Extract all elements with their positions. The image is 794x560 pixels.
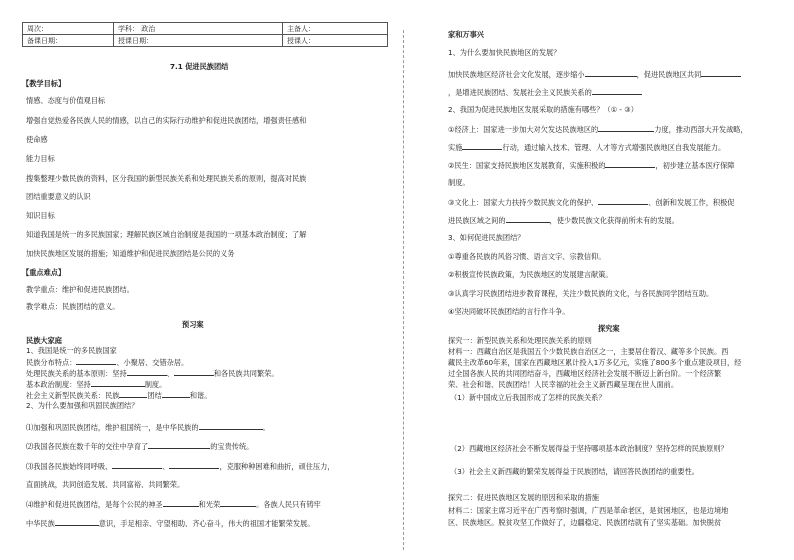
answer-blank[interactable] (585, 69, 637, 77)
family-title: 民族大家庭 (26, 336, 62, 345)
question-3: 3、如何促进民族团结？ (448, 233, 525, 242)
answer-blank[interactable] (169, 461, 219, 469)
answer-blank[interactable] (598, 124, 654, 132)
answer-blank[interactable] (220, 499, 256, 507)
fill-line: 处理民族关系的基本原则：坚持 、 和各民族共同繁荣。 (26, 369, 279, 378)
fill-line: ①经济上：国家进一步加大对欠发达民族地区的 力度，推动西部大开发战略， (448, 125, 748, 134)
header-cell-subject: 学科： 政治 (114, 23, 283, 35)
section-goals: 【教学目标】 (22, 79, 66, 88)
answer-blank[interactable] (605, 160, 655, 168)
explore-question: （3）社会主义新西藏的繁荣发展得益于民族团结，请回答民族团结的重要性。 (450, 467, 699, 476)
goal3-line: 加快民族地区发展的措施；知道维护和促进民族团结是公民的义务 (26, 249, 235, 258)
fill-line: 实施 行动，通过输入技术、管理、人才等方式增强民族地区自我发展能力。 (448, 143, 726, 152)
answer-blank[interactable] (163, 499, 199, 507)
goal1-line: 增强自觉热爱各民族人民的情感，以自己的实际行动维护和促进民族团结，增强责任感和 (26, 116, 307, 125)
goal2-heading: 能力目标 (26, 154, 55, 163)
header-row (23, 35, 388, 47)
answer-blank[interactable] (55, 518, 99, 526)
text-line: 直面挑战，共同创造发展、共同富裕、共同繁荣。 (26, 480, 185, 489)
answer-blank[interactable] (127, 368, 167, 376)
answer-item: ④坚决同破坏民族团结的言行作斗争。 (448, 307, 570, 316)
header-cell-preparer: 主备人： (283, 23, 388, 35)
answer-blank[interactable] (76, 357, 116, 365)
goal2-line: 搜集整理少数民族的资料，区分我国的新型民族关系和处理民族关系的原则，提高对民族 (26, 174, 307, 183)
goal3-heading: 知识目标 (26, 211, 55, 220)
material-line: 藏民主改革60年来，国家在西藏地区累计投入1万多亿元，实施了800多个重点建设项目，经 (448, 358, 742, 367)
section-title: 家和万事兴 (448, 30, 484, 39)
answer-item: ②积极宣传民族政策，为民族地区的发展建言献策。 (448, 270, 613, 279)
fill-line: ⑷维护和促进民族团结，是每个公民的神圣 和光荣 。各族人民只有铸牢 (26, 500, 321, 509)
preview-title: 预习案 (182, 320, 204, 329)
answer-item: ①尊重各民族的风俗习惯、语言文字、宗教信仰。 (448, 252, 606, 261)
header-cell-prep-date: 备课日期： (23, 35, 114, 47)
fill-line: 中华民族 意识，手足相亲、守望相助、齐心奋斗，伟大的祖国才能繁荣发展。 (26, 519, 315, 528)
material-line: 区、民族地区。脱贫攻坚工作做好了，边疆稳定、民族团结就有了坚实基础。加快脱贫 (448, 518, 722, 527)
header-cell-week: 周次： (23, 23, 114, 35)
fill-line: 社会主义新型民族关系：民族 团结 和谐。 (26, 391, 212, 400)
explore-question: （1）新中国成立后我国形成了怎样的民族关系？ (450, 393, 606, 402)
answer-blank[interactable] (592, 87, 642, 95)
fill-line: 加快民族地区经济社会文化发展，逐步缩小 ，促进民族地区共同 (448, 69, 741, 80)
answer-blank[interactable] (506, 215, 550, 223)
answer-blank[interactable] (162, 390, 190, 398)
page-divider (403, 30, 404, 550)
goal1-heading: 情感、态度与价值观目标 (26, 96, 106, 105)
answer-blank[interactable] (701, 69, 741, 77)
goal2-line: 团结重要意义的认识 (26, 192, 91, 201)
fill-line: ⑴加强和巩固民族团结，维护祖国统一，是中华民族的 。 (26, 423, 270, 432)
key-focus: 教学重点：维护和促进民族团结。 (26, 285, 134, 294)
answer-item: ③认真学习民族团结进步教育课程，关注少数民族的文化，与各民族同学团结互助。 (448, 289, 714, 298)
lesson-title: 7.1 促进民族团结 (170, 62, 229, 71)
answer-blank[interactable] (91, 379, 145, 387)
header-row (23, 23, 388, 35)
answer-blank[interactable] (119, 390, 147, 398)
material-line: 材料一：西藏自治区是我国五个少数民族自治区之一，主要居住着汉、藏等多个民族。西 (448, 347, 729, 356)
answer-blank[interactable] (199, 422, 263, 430)
goal3-line: 知道我国是统一的多民族国家；理解民族区域自治制度是我国的一项基本政治制度；了解 (26, 230, 307, 239)
goal1-line: 使命感 (26, 135, 48, 144)
header-info-table (22, 22, 388, 47)
fill-line: 进民族区域之间的 ，使少数民族文化获得前所未有的发展。 (448, 216, 679, 225)
material-line: 荣、社会和谐、民族团结！人民幸福的社会主义新西藏呈现在世人面前。 (448, 380, 679, 389)
section-key-points: 【重点难点】 (22, 268, 66, 277)
fill-line: ⑶我国各民族始终同呼吸、 、 ，克服种种困难和曲折，顽住压力， (26, 462, 335, 471)
explore-1-heading: 探究一：新型民族关系和处理民族关系的原则 (448, 336, 592, 345)
fill-line: 基本政治制度：坚持 制度。 (26, 380, 167, 389)
answer-blank[interactable] (174, 368, 214, 376)
fill-line: ③文化上：国家大力扶持少数民族文化的保护、 、创新和发展工作，积极促 (448, 198, 735, 207)
answer-blank[interactable] (112, 461, 162, 469)
answer-blank[interactable] (598, 197, 648, 205)
key-difficulty: 教学难点：民族团结的意义。 (26, 302, 120, 311)
fill-line: ⑵我国各民族在数千年的交往中孕育了 的宝贵传统。 (26, 442, 254, 451)
answer-blank[interactable] (148, 441, 210, 449)
question-1: 1、为什么要加快民族地区的发展？ (448, 48, 561, 57)
header-cell-teach-date: 授课日期： (114, 35, 283, 47)
answer-blank[interactable] (462, 142, 502, 150)
explore-2-heading: 探究二：促进民族地区发展的原因和采取的措施 (448, 493, 599, 502)
question-2: 2、为什么要加强和巩固民族团结？ (26, 401, 139, 410)
fill-line: ②民生：国家支持民族地区发展教育，实施积极的 ，初步建立基本医疗保障 (448, 161, 735, 170)
material-line: 过全国各族人民的共同团结奋斗，西藏地区经济社会发展不断迈上新台阶。一个经济繁 (448, 369, 722, 378)
fill-line: 民族分布特点： 、小聚居、交错杂居。 (26, 358, 189, 367)
header-cell-teacher: 授课人： (283, 35, 388, 47)
fill-line: ，是增进民族团结、发展社会主义民族关系的 (448, 87, 642, 98)
text-line: 制度。 (448, 178, 470, 187)
question-1: 1、我国是统一的多民族国家 (26, 346, 117, 355)
question-2: 2、我国为促进民族地区发展采取的措施有哪些？（① - ③） (448, 105, 638, 114)
explore-question: （2）西藏地区经济社会不断发展得益于坚持哪项基本政治制度？坚持怎样的民族原则？ (450, 444, 728, 453)
explore-title: 探究案 (598, 324, 620, 333)
material-line: 材料二：国家主席习近平在广西考察时强调，广西是革命老区，是贫困地区，也是边境地 (448, 506, 729, 515)
